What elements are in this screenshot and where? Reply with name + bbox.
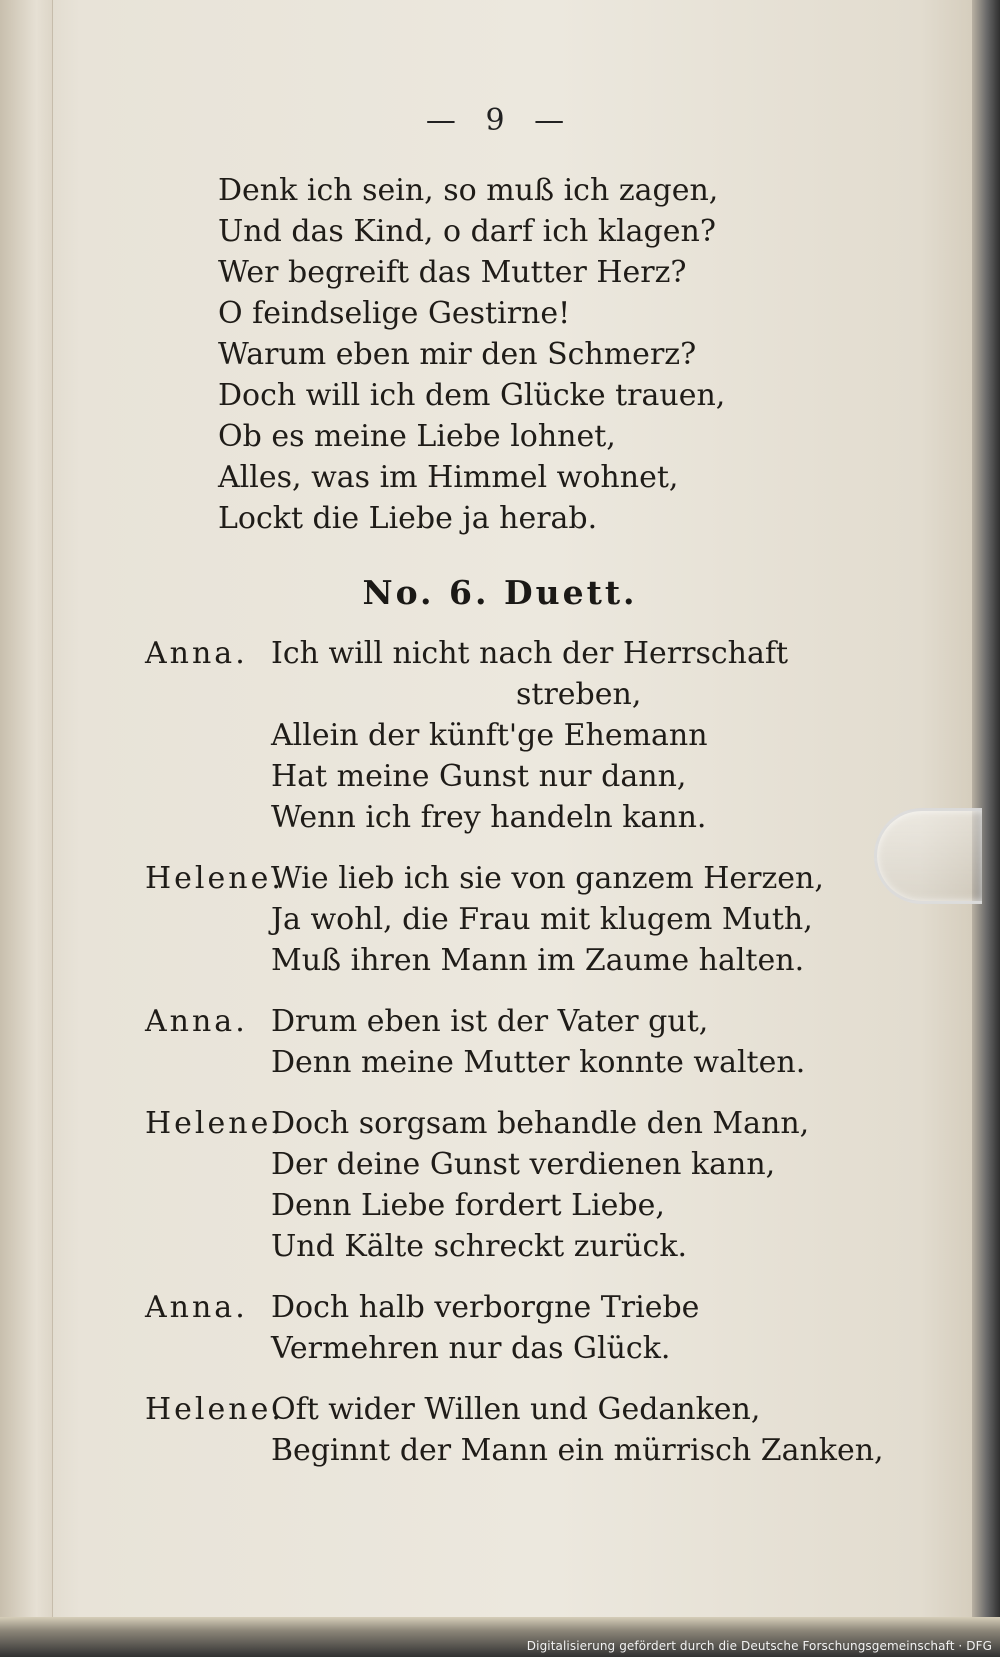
duet-entry-helene-1 — [145, 858, 911, 981]
dialogue-line: Beginnt der Mann ein mürrisch Zanken, — [271, 1433, 884, 1468]
dialogue-line: Ich will nicht nach der Herrschaft — [271, 636, 789, 671]
speaker-name: Helene. — [145, 1392, 284, 1427]
dialogue-line: Doch sorgsam behandle den Mann, — [271, 1106, 810, 1141]
dialogue-line: Hat meine Gunst nur dann, — [271, 759, 687, 794]
duet-entry-anna-3 — [145, 1287, 911, 1369]
poem-line: Alles, was im Himmel wohnet, — [218, 460, 679, 495]
speaker-name: Anna. — [145, 1004, 248, 1039]
dialogue-line: Allein der künft'ge Ehemann — [271, 718, 708, 753]
dialogue-line: Muß ihren Mann im Zaume halten. — [271, 943, 805, 978]
speaker-name: Helene. — [145, 861, 284, 896]
poem-stanza — [218, 170, 725, 539]
dialogue-line: Doch halb verborgne Triebe — [271, 1290, 700, 1325]
dialogue-line: Ja wohl, die Frau mit klugem Muth, — [271, 902, 813, 937]
dialogue-line: Oft wider Willen und Gedanken, — [271, 1392, 761, 1427]
duet-section — [145, 633, 911, 1491]
dialogue-line: Drum eben ist der Vater gut, — [271, 1004, 709, 1039]
poem-line: Lockt die Liebe ja herab. — [218, 501, 598, 536]
dialogue-line: Und Kälte schreckt zurück. — [271, 1229, 688, 1264]
dialogue-line: streben, — [516, 677, 642, 712]
poem-line: Wer begreift das Mutter Herz? — [218, 255, 687, 290]
poem-line: Denk ich sein, so muß ich zagen, — [218, 173, 719, 208]
dialogue-line: Der deine Gunst verdienen kann, — [271, 1147, 776, 1182]
dialogue-lines — [271, 858, 911, 981]
dialogue-line: Wenn ich frey handeln kann. — [271, 800, 707, 835]
duet-entry-helene-3 — [145, 1389, 911, 1471]
page-number: — 9 — — [425, 103, 575, 138]
dialogue-lines — [271, 1103, 911, 1267]
speaker-name: Anna. — [145, 636, 248, 671]
section-heading: No. 6. Duett. — [362, 573, 638, 612]
poem-line: Warum eben mir den Schmerz? — [218, 337, 697, 372]
dialogue-line: Denn meine Mutter konnte walten. — [271, 1045, 806, 1080]
dialogue-lines — [271, 1287, 911, 1369]
duet-entry-helene-2 — [145, 1103, 911, 1267]
dialogue-lines — [271, 1001, 911, 1083]
dialogue-lines — [271, 1389, 911, 1471]
speaker-name: Helene. — [145, 1106, 284, 1141]
dialogue-line: Vermehren nur das Glück. — [271, 1331, 671, 1366]
dialogue-lines — [271, 633, 911, 838]
duet-entry-anna-2 — [145, 1001, 911, 1083]
page-gutter — [0, 0, 53, 1657]
poem-line: Ob es meine Liebe lohnet, — [218, 419, 616, 454]
dialogue-line: Wie lieb ich sie von ganzem Herzen, — [271, 861, 824, 896]
speaker-name: Anna. — [145, 1290, 248, 1325]
poem-line: Und das Kind, o darf ich klagen? — [218, 214, 716, 249]
poem-line: O feindselige Gestirne! — [218, 296, 571, 331]
digitization-footer: Digitalisierung gefördert durch die Deutsche Forschungsgemeinschaft · DFG — [526, 1639, 992, 1653]
poem-line: Doch will ich dem Glücke trauen, — [218, 378, 726, 413]
duet-entry-anna-1 — [145, 633, 911, 838]
dialogue-line: Denn Liebe fordert Liebe, — [271, 1188, 665, 1223]
